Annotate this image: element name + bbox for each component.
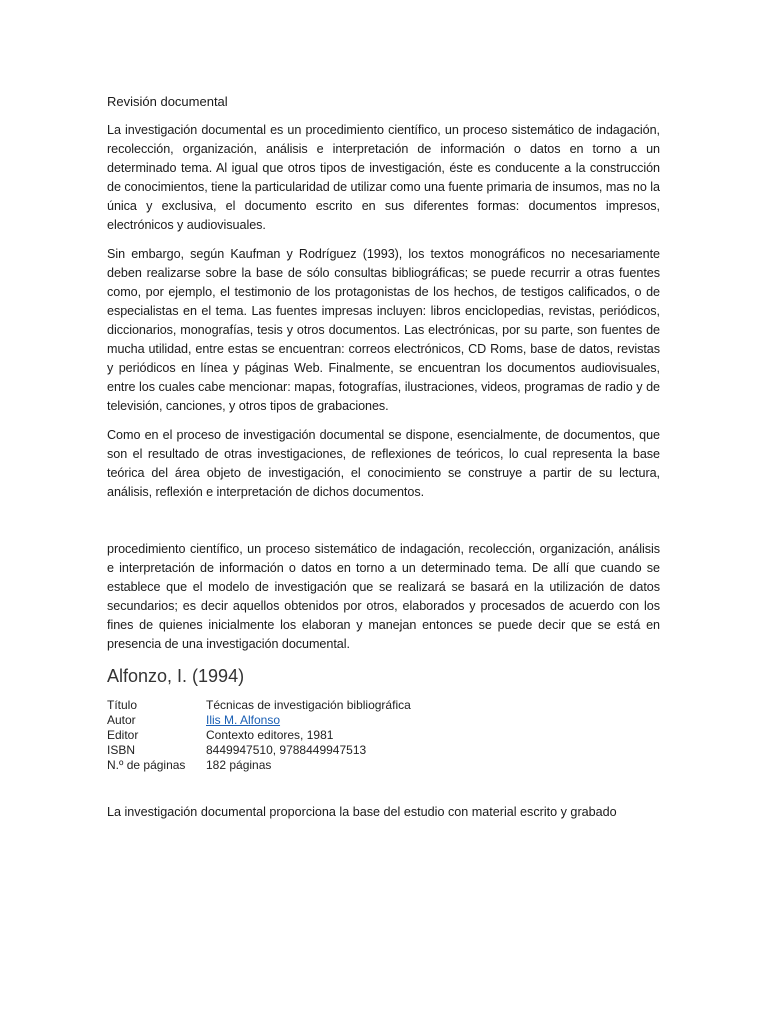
book-info-row	[107, 713, 411, 728]
book-info-row	[107, 728, 411, 743]
book-info-value: 182 páginas	[206, 758, 272, 772]
author-link[interactable]: Ilis M. Alfonso	[206, 713, 281, 727]
book-info-row	[107, 758, 411, 773]
paragraph-sources: Sin embargo, según Kaufman y Rodríguez (1993), los textos monográficos no necesariamente deben realizarse sobre la base de sólo consultas bibliográficas; se puede recurrir a otras fuentes como, por ejemplo, el testimonio de los protagonistas de los hechos, de testigos calificados, o de especialistas en el tema. Las fuentes impresas incluyen: libros enciclopedias, revistas, periódicos, diccionarios, monografías, tesis y otros documentos. Las electrónicas, por su parte, son fuentes de mucha utilidad, entre estas se encuentran: correos electrónicos, CD Roms, base de datos, revistas y periódicos en línea y páginas Web. Finalmente, se encuentran los documentos audiovisuales, entre los cuales cabe mencionar: mapas, fotografías, ilustraciones, videos, programas de radio y de televisión, canciones, y otros tipos de grabaciones.	[107, 247, 660, 413]
book-info-table	[107, 698, 411, 773]
book-info-label: Título	[107, 698, 138, 712]
book-info-value: 8449947510, 9788449947513	[206, 743, 367, 757]
paragraph-secondary-data: procedimiento científico, un proceso sistemático de indagación, recolección, organización, análisis e interpretación de información o datos en torno a un determinado tema. De allí que cuando se establece que el modelo de investigación que se realizará se basará en la utilización de datos secundarios; es decir aquellos obtenidos por otros, elaborados y procesados de acuerdo con los fines de quienes inicialmente los elaboran y manejan entonces se puede decir que se está en presencia de una investigación documental.	[107, 542, 660, 651]
paragraph-knowledge: Como en el proceso de investigación documental se dispone, esencialmente, de documentos, que son el resultado de otras investigaciones, de reflexiones de teóricos, lo cual representa la base teórica del área objeto de investigación, el conocimiento se construye a partir de su lectura, análisis, reflexión e interpretación de dichos documentos.	[107, 428, 660, 499]
paragraph-definition: La investigación documental es un procedimiento científico, un proceso sistemático de indagación, recolección, organización, análisis e interpretación de información o datos en torno a un determinado tema. Al igual que otros tipos de investigación, éste es conducente a la construcción de conocimientos, tiene la particularidad de utilizar como una fuente primaria de insumos, mas no la única y exclusiva, el documento escrito en sus diferentes formas: documentos impresos, electrónicos y audiovisuales.	[107, 123, 660, 232]
book-info-value: Técnicas de investigación bibliográfica	[206, 698, 411, 712]
book-info-label: N.º de páginas	[107, 758, 186, 772]
reference-title: Alfonzo, I. (1994)	[107, 666, 245, 686]
book-info-value: Contexto editores, 1981	[206, 728, 334, 742]
document-page	[107, 92, 660, 822]
book-info-label: ISBN	[107, 743, 136, 757]
book-info-label: Autor	[107, 713, 136, 727]
book-info-label: Editor	[107, 728, 139, 742]
book-info-row	[107, 698, 411, 713]
book-info-row	[107, 743, 411, 758]
document-heading: Revisión documental	[107, 94, 228, 109]
book-info-value	[206, 713, 411, 728]
closing-sentence: La investigación documental proporciona la base del estudio con material escrito y grabado	[107, 805, 617, 819]
